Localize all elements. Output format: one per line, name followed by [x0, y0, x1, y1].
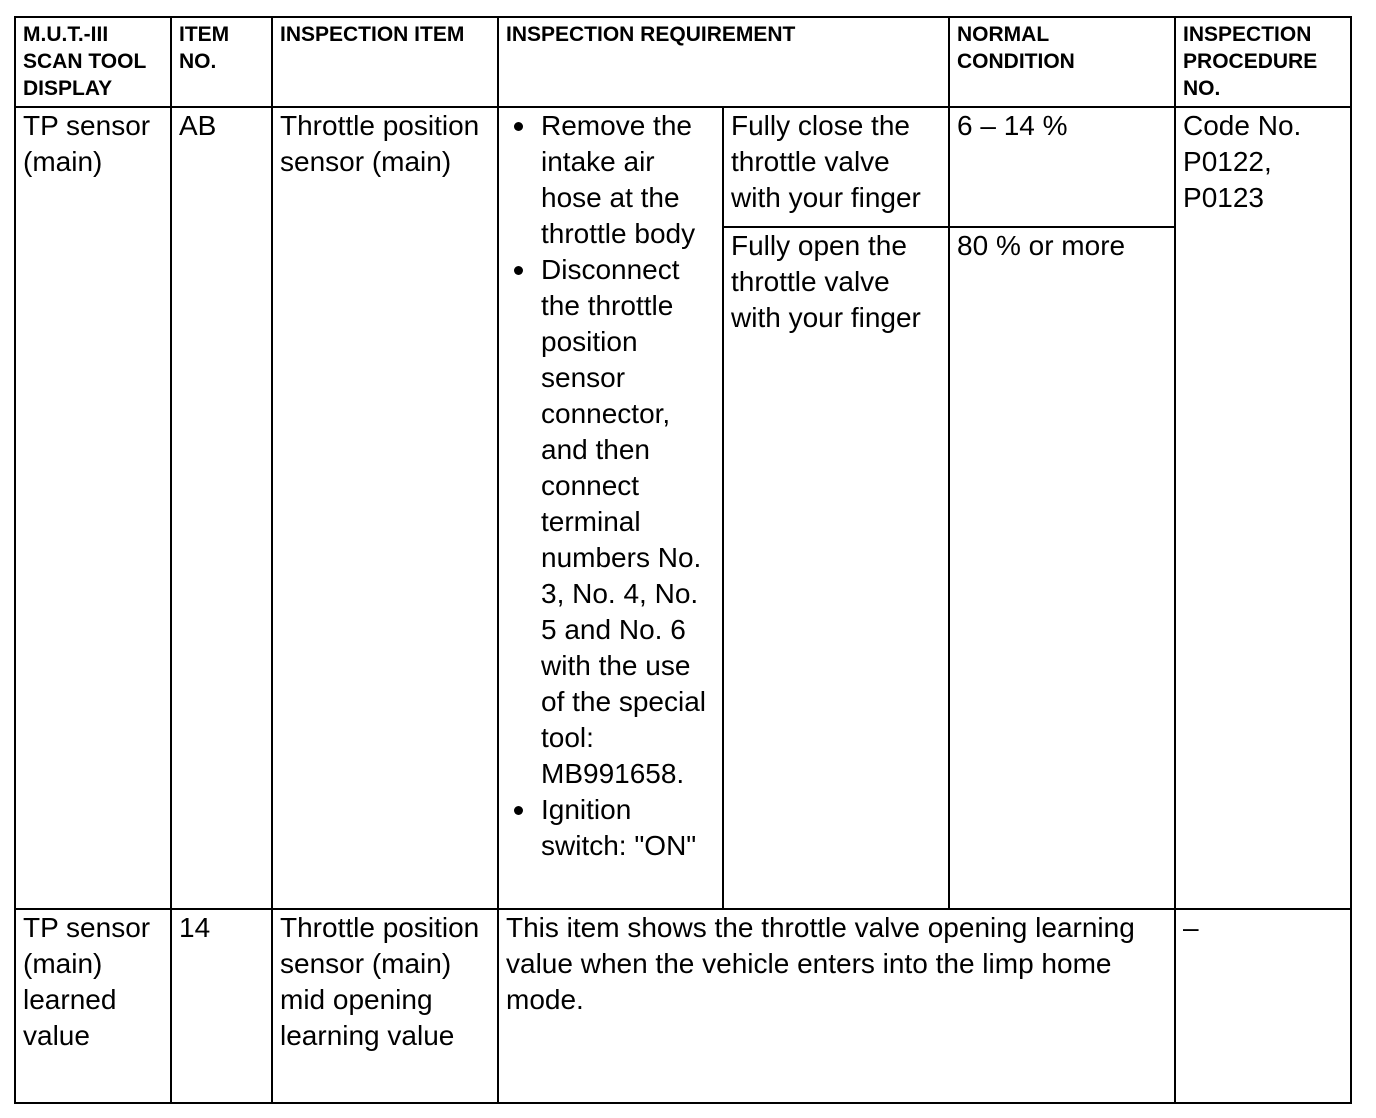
cell-condition-action: Fully open the throttle valve with your finger — [723, 227, 949, 909]
header-scan-tool-display: M.U.T.-III SCAN TOOL DISPLAY — [15, 17, 171, 107]
table-row — [15, 909, 1351, 1103]
cell-procedure: Code No. P0122, P0123 — [1175, 107, 1351, 909]
cell-display: TP sensor (main) — [15, 107, 171, 909]
inspection-table — [14, 16, 1352, 1104]
header-inspection-requirement: INSPECTION REQUIREMENT — [498, 17, 949, 107]
cell-item-no: 14 — [171, 909, 272, 1103]
cell-procedure: – — [1175, 909, 1351, 1103]
cell-item-no: AB — [171, 107, 272, 909]
cell-requirements — [498, 107, 723, 909]
cell-normal-condition: 6 – 14 % — [949, 107, 1175, 227]
requirement-text: Remove the intake air hose at the throttle body — [541, 110, 696, 249]
table-row — [15, 107, 1351, 227]
header-inspection-item: INSPECTION ITEM — [272, 17, 498, 107]
cell-normal-condition: 80 % or more — [949, 227, 1175, 909]
cell-display: TP sensor (main) learned value — [15, 909, 171, 1103]
requirement-text: Ignition switch: "ON" — [541, 794, 697, 861]
cell-condition-action: Fully close the throttle valve with your finger — [723, 107, 949, 227]
cell-inspection-item: Throttle position sensor (main) — [272, 107, 498, 909]
cell-inspection-item: Throttle position sensor (main) mid opening learning value — [272, 909, 498, 1103]
bullet-icon — [514, 266, 523, 275]
header-normal-condition: NORMAL CONDITION — [949, 17, 1175, 107]
cell-requirement-text: This item shows the throttle valve opening learning value when the vehicle enters into the limp home mode. — [498, 909, 1175, 1103]
requirement-list — [501, 108, 720, 864]
list-item — [501, 792, 720, 864]
header-inspection-procedure-no: INSPECTION PROCEDURE NO. — [1175, 17, 1351, 107]
list-item — [501, 252, 720, 792]
header-row — [15, 17, 1351, 107]
requirement-text: Disconnect the throttle position sensor connector, and then connect terminal numbers No. 3, No. 4, No. 5 and No. 6 with the use of the special tool: MB991658. — [541, 254, 706, 789]
inspection-table-container — [14, 16, 1352, 1104]
bullet-icon — [514, 122, 523, 131]
bullet-icon — [514, 806, 523, 815]
list-item — [501, 108, 720, 252]
header-item-no: ITEM NO. — [171, 17, 272, 107]
